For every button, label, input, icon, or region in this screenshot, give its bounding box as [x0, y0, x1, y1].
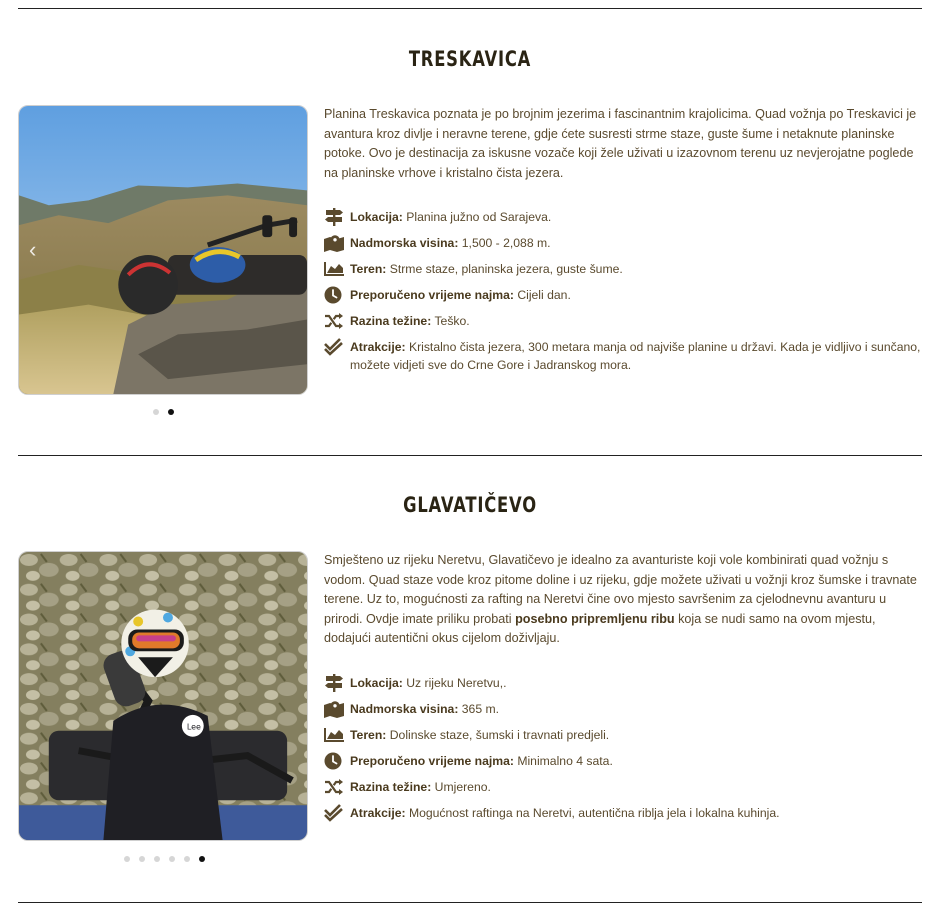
fact-label: Nadmorska visina: — [350, 236, 459, 250]
description-highlight: posebno pripremljenu ribu — [515, 611, 675, 626]
lee-logo: Lee — [186, 722, 201, 732]
fact-label: Preporučeno vrijeme najma: — [350, 288, 514, 302]
fact-location — [324, 674, 924, 692]
fact-value: Planina južno od Sarajeva. — [406, 210, 552, 224]
fact-value: Kristalno čista jezera, 300 metara manja od najviše planine u državi. Kada je vidljivo i sunčano, možete vidjeti sve do Crne Gore i Jadranskog mora. — [350, 340, 921, 372]
clock-icon — [324, 752, 344, 770]
fact-value: Mogućnost raftinga na Neretvi, autentična riblja jela i lokalna kuhinja. — [408, 806, 780, 820]
area-chart-icon — [324, 260, 344, 278]
carousel-dots — [153, 409, 174, 415]
fact-value: Strme staze, planinska jezera, guste šume. — [389, 262, 623, 276]
carousel-dot-active[interactable] — [199, 856, 205, 862]
destination-description — [324, 551, 924, 649]
carousel-dot[interactable] — [154, 856, 160, 862]
section-divider-top — [18, 8, 922, 9]
double-check-icon — [324, 338, 344, 356]
fact-rental-time — [324, 752, 924, 770]
fact-label: Teren: — [350, 728, 387, 742]
area-chart-icon — [324, 726, 344, 744]
fact-rental-time — [324, 286, 924, 304]
fact-label: Lokacija: — [350, 210, 403, 224]
carousel-dot[interactable] — [169, 856, 175, 862]
fact-value: Uz rijeku Neretvu,. — [406, 676, 507, 690]
destination-description: Planina Treskavica poznata je po brojnim jezerima i fascinantnim krajolicima. Quad vožnja po Treskavici je avantura kroz divlje i neravne terene, gdje ćete susresti strme staze, guste šume i netaknute planinske potoke. Ovo je destinacija za iskusne vozače koji žele uživati u izazovnom terenu uz nevjerojatne poglede na planinske vrhove i kristalno čista jezera. — [324, 107, 917, 180]
destination-title: GLAVATIČEVO — [403, 493, 537, 517]
description-text: Smješteno uz rijeku Neretvu, Glavatičevo je idealno za avanturiste koji vole kombinirati quad vožnju s vodom. Quad staze vode kroz pitome doline i uz rijeku, gdje možete uživati u vožnji kroz šumske i travnate terene. Uz to, mogućnosti za rafting na Neretvi čine ovo mjesto savršenim za cjelodnevnu avanturu u prirodi. Ovdje imate priliku probati — [324, 553, 917, 626]
fact-attractions — [324, 338, 924, 374]
fact-value: Minimalno 4 sata. — [517, 754, 613, 768]
destination-title: TRESKAVICA — [408, 47, 532, 71]
description-text: koja se nudi samo na ovom mjestu, dodajući autentični okus cijelom doživljaju. — [324, 611, 876, 646]
shuffle-icon — [324, 778, 344, 796]
fact-value: 365 m. — [461, 702, 500, 716]
clock-icon — [324, 286, 344, 304]
fact-value: Umjereno. — [434, 780, 491, 794]
fact-label: Preporučeno vrijeme najma: — [350, 754, 514, 768]
signpost-icon — [324, 674, 344, 692]
fact-label: Nadmorska visina: — [350, 702, 459, 716]
carousel-dots — [124, 856, 205, 862]
fact-label: Atrakcije: — [350, 340, 406, 354]
photo-carousel[interactable] — [18, 551, 308, 841]
double-check-icon — [324, 804, 344, 822]
carousel-dot[interactable] — [139, 856, 145, 862]
section-divider-middle — [18, 455, 922, 456]
carousel-dot[interactable] — [184, 856, 190, 862]
shuffle-icon — [324, 312, 344, 330]
fact-value: Cijeli dan. — [517, 288, 571, 302]
fact-label: Atrakcije: — [350, 806, 406, 820]
carousel-prev-arrow-icon[interactable]: ‹ — [29, 237, 37, 262]
signpost-icon — [324, 208, 344, 226]
fact-difficulty — [324, 312, 924, 330]
fact-terrain — [324, 260, 924, 278]
fact-attractions — [324, 804, 924, 822]
carousel-dot-active[interactable] — [168, 409, 174, 415]
photo-carousel[interactable] — [18, 105, 308, 395]
map-pin-icon — [324, 700, 344, 718]
carousel-dot[interactable] — [124, 856, 130, 862]
fact-label: Razina težine: — [350, 780, 432, 794]
fact-label: Lokacija: — [350, 676, 403, 690]
fact-altitude — [324, 700, 924, 718]
fact-value: 1,500 - 2,088 m. — [461, 236, 551, 250]
rider-quad-photo — [19, 552, 307, 840]
fact-label: Razina težine: — [350, 314, 432, 328]
fact-label: Teren: — [350, 262, 387, 276]
mountain-quad-photo — [19, 106, 307, 394]
fact-location — [324, 208, 924, 226]
map-pin-icon — [324, 234, 344, 252]
carousel-dot[interactable] — [153, 409, 159, 415]
fact-terrain — [324, 726, 924, 744]
section-divider-bottom — [18, 902, 922, 903]
fact-value: Teško. — [434, 314, 470, 328]
fact-altitude — [324, 234, 924, 252]
fact-difficulty — [324, 778, 924, 796]
fact-value: Dolinske staze, šumski i travnati predjeli. — [389, 728, 610, 742]
